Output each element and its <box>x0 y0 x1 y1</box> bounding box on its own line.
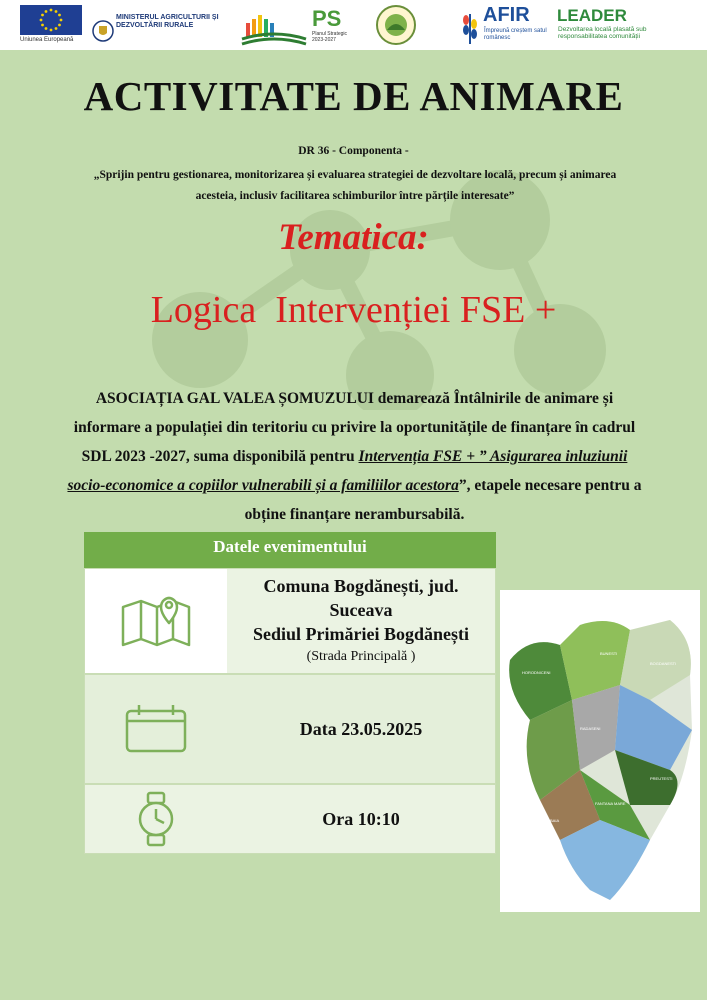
date-icon-cell <box>85 675 227 783</box>
leader-title: LEADER <box>557 6 627 25</box>
map-label-3: BOGDANESTI <box>650 661 677 666</box>
subtitle-quote: „Sprijin pentru gestionarea, monitorizarea și evaluarea strategiei de dezvoltare locală, precum și animarea acesteia, inclusiv facilitarea schimburilor între părțile interesate” <box>93 169 617 202</box>
intervention-name: Intervenția FSE + ” Asigurarea inluziunii socio-economice a copiilor vulnerabili și a familiilor acestora <box>67 448 628 494</box>
event-table-header: Datele evenimentului <box>84 532 496 568</box>
tematica-label: Tematica: <box>278 217 429 258</box>
time-icon-cell <box>85 785 227 853</box>
location-line1: Comuna Bogdănești, jud. <box>263 576 459 596</box>
logo-bar <box>0 0 707 50</box>
eu-flag-icon <box>20 5 82 35</box>
afir-caption: Împreună creștem satul românesc <box>484 28 547 41</box>
map-label-4: RADASENI <box>580 726 601 731</box>
ministry-crest-icon <box>92 10 114 52</box>
announcement-text <box>62 384 647 529</box>
territory-map <box>500 590 700 912</box>
afir-title: AFIR <box>483 4 530 26</box>
afir-wheat-icon <box>460 6 480 48</box>
time-row <box>84 784 496 854</box>
date-row <box>84 674 496 784</box>
territory-map-illustration <box>500 590 700 912</box>
gal-logo-icon <box>375 4 417 46</box>
location-note: (Strada Principală ) <box>306 649 416 664</box>
topic-title: Logica Intervenției FSE + <box>150 289 557 331</box>
eu-caption: Uniunea Europeană <box>20 37 74 43</box>
calendar-icon <box>123 703 189 755</box>
event-table <box>84 532 496 854</box>
location-row <box>84 568 496 674</box>
map-label-2: BUNESTI <box>600 651 618 656</box>
location-line3: Sediul Primăriei Bogdănești <box>253 624 469 644</box>
location-cell <box>227 569 495 673</box>
subtitle-code: DR 36 - Componenta - <box>298 145 409 157</box>
event-date: Data 23.05.2025 <box>299 718 423 739</box>
page-title: ACTIVITATE DE ANIMARE <box>83 73 624 119</box>
event-time: Ora 10:10 <box>322 808 400 829</box>
watch-icon <box>134 791 178 847</box>
ps-title: PS <box>312 6 342 31</box>
location-line2: Suceava <box>329 600 393 620</box>
time-cell <box>227 785 495 853</box>
leader-caption: Dezvoltarea locală plasată sub responsabilitatea comunității <box>558 26 647 40</box>
map-label-6: BAIA <box>550 818 560 823</box>
ps-bars-icon <box>240 8 308 50</box>
ps-caption: Planul Strategic 2023-2027 <box>312 31 348 43</box>
date-cell <box>227 675 495 783</box>
map-pin-icon <box>119 593 193 649</box>
announcement-part-1: ASOCIAȚIA GAL VALEA ȘOMUZULUI demarează Întâlnirile de animare și informare a populației din teritoriu cu privire la oportunitățile de finanțare în cadrul SDL 2023 -2027, suma disponibilă pentru <box>73 390 636 465</box>
map-label-5: FANTANA MARE <box>595 801 626 806</box>
location-icon-cell <box>85 569 227 673</box>
announcement-part-2: ”, etapele necesare pentru a obține finanțare nerambursabilă. <box>244 477 642 523</box>
ministry-name: MINISTERUL AGRICULTURII ȘI DEZVOLTĂRII RURALE <box>116 14 219 29</box>
map-label-7: PREUTESTI <box>650 776 673 781</box>
map-label-1: HORODNICENI <box>522 670 551 675</box>
